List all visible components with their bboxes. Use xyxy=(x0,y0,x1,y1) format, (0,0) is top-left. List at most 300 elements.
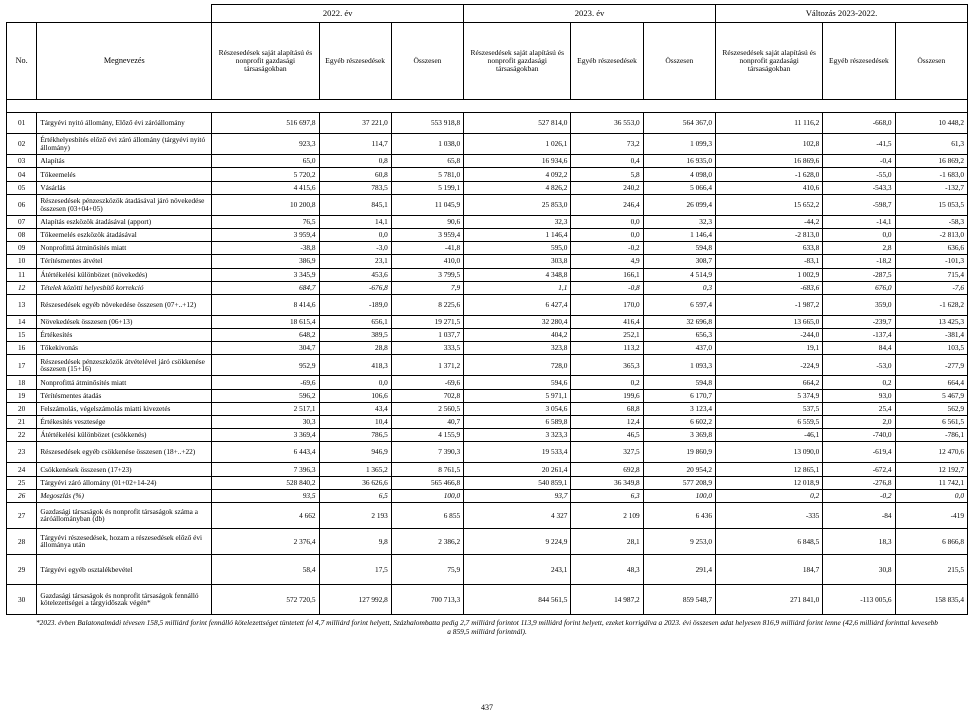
row-value: -101,3 xyxy=(895,255,967,268)
row-label: Gazdasági társaságok és nonprofit társaságok fennálló kötelezettségei a tárgyidőszak végén* xyxy=(37,584,212,614)
row-label: Tételek közötti helyesbítő korrekció xyxy=(37,281,212,294)
row-value: 594,8 xyxy=(643,376,715,389)
row-value: -335 xyxy=(716,502,823,528)
row-value: 416,4 xyxy=(571,315,643,328)
row-value: 648,2 xyxy=(212,329,319,342)
row-value: 0,0 xyxy=(319,376,391,389)
row-value: -276,8 xyxy=(823,476,895,489)
row-value: 12,4 xyxy=(571,416,643,429)
row-value: 26 099,4 xyxy=(643,194,715,215)
financial-table xyxy=(6,4,968,615)
row-value: -7,6 xyxy=(895,281,967,294)
row-number: 21 xyxy=(7,416,37,429)
row-value: 13 425,3 xyxy=(895,315,967,328)
row-value: 3 799,5 xyxy=(391,268,463,281)
row-label: Megoszlás (%) xyxy=(37,489,212,502)
row-value: 76,5 xyxy=(212,215,319,228)
row-value: 166,1 xyxy=(571,268,643,281)
row-value: 11 116,2 xyxy=(716,113,823,134)
row-value: 7,9 xyxy=(391,281,463,294)
row-value: 243,1 xyxy=(464,554,571,584)
row-value: 43,4 xyxy=(319,402,391,415)
row-number: 10 xyxy=(7,255,37,268)
row-value: 6 848,5 xyxy=(716,528,823,554)
row-value: 240,2 xyxy=(571,181,643,194)
row-value: 6 427,4 xyxy=(464,294,571,315)
row-value: 845,1 xyxy=(319,194,391,215)
row-value: 4,9 xyxy=(571,255,643,268)
table-row xyxy=(7,528,968,554)
row-value: 93,7 xyxy=(464,489,571,502)
row-value: 20 261,4 xyxy=(464,463,571,476)
row-label: Átértékelési különbözet (csökkenés) xyxy=(37,429,212,442)
year-group-2023: 2023. év xyxy=(464,5,716,23)
row-value: 564 367,0 xyxy=(643,113,715,134)
row-value: -84 xyxy=(823,502,895,528)
row-value: 4 662 xyxy=(212,502,319,528)
row-value: 100,0 xyxy=(643,489,715,502)
table-row xyxy=(7,268,968,281)
row-value: 3 323,3 xyxy=(464,429,571,442)
row-value: 32,3 xyxy=(643,215,715,228)
row-value: 6 170,7 xyxy=(643,389,715,402)
row-label: Tőkekivonás xyxy=(37,342,212,355)
row-number: 17 xyxy=(7,355,37,376)
row-value: 594,8 xyxy=(643,242,715,255)
row-label: Gazdasági társaságok és nonprofit társaságok száma a záróállományban (db) xyxy=(37,502,212,528)
row-label: Alapítás xyxy=(37,155,212,168)
row-value: 10 200,8 xyxy=(212,194,319,215)
row-value: 946,9 xyxy=(319,442,391,463)
row-value: 15 053,5 xyxy=(895,194,967,215)
row-value: 1 099,3 xyxy=(643,134,715,155)
row-value: 4 327 xyxy=(464,502,571,528)
column-header-row xyxy=(7,23,968,100)
row-value: -137,4 xyxy=(823,329,895,342)
row-number: 11 xyxy=(7,268,37,281)
row-value: 3 959,4 xyxy=(212,228,319,241)
row-value: 6,3 xyxy=(571,489,643,502)
table-row xyxy=(7,113,968,134)
row-value: -2 813,0 xyxy=(716,228,823,241)
row-value: 333,5 xyxy=(391,342,463,355)
row-value: 596,2 xyxy=(212,389,319,402)
row-label: Részesedések egyéb csökkenése összesen (18+..+22) xyxy=(37,442,212,463)
col-header-2023-other: Egyéb részesedések xyxy=(571,23,643,100)
row-value: 404,2 xyxy=(464,329,571,342)
row-value: 199,6 xyxy=(571,389,643,402)
row-value: 46,5 xyxy=(571,429,643,442)
col-header-change-total: Összesen xyxy=(895,23,967,100)
row-value: 715,4 xyxy=(895,268,967,281)
row-value: 114,7 xyxy=(319,134,391,155)
row-value: -69,6 xyxy=(212,376,319,389)
row-value: 7 390,3 xyxy=(391,442,463,463)
row-label: Felszámolás, végelszámolás miatti kivezetés xyxy=(37,402,212,415)
col-header-2022-own: Részesedések saját alapítású és nonprofit gazdasági társaságokban xyxy=(212,23,319,100)
row-value: 565 466,8 xyxy=(391,476,463,489)
row-value: 127 992,8 xyxy=(319,584,391,614)
row-value: 102,8 xyxy=(716,134,823,155)
row-value: 595,0 xyxy=(464,242,571,255)
table-row xyxy=(7,416,968,429)
row-value: 562,9 xyxy=(895,402,967,415)
row-value: -14,1 xyxy=(823,215,895,228)
row-value: 271 841,0 xyxy=(716,584,823,614)
row-value: 4 092,2 xyxy=(464,168,571,181)
row-value: 19 860,9 xyxy=(643,442,715,463)
row-number: 02 xyxy=(7,134,37,155)
row-number: 28 xyxy=(7,528,37,554)
row-value: -672,4 xyxy=(823,463,895,476)
row-number: 09 xyxy=(7,242,37,255)
row-label: Vásárlás xyxy=(37,181,212,194)
row-number: 20 xyxy=(7,402,37,415)
row-value: 14,1 xyxy=(319,215,391,228)
table-row xyxy=(7,329,968,342)
row-value: 633,8 xyxy=(716,242,823,255)
row-value: 3 369,8 xyxy=(643,429,715,442)
table-row xyxy=(7,554,968,584)
col-header-2023-total: Összesen xyxy=(643,23,715,100)
row-value: 6 443,4 xyxy=(212,442,319,463)
row-number: 19 xyxy=(7,389,37,402)
row-value: 5 374,9 xyxy=(716,389,823,402)
row-value: 252,1 xyxy=(571,329,643,342)
row-value: 23,1 xyxy=(319,255,391,268)
row-value: 577 208,9 xyxy=(643,476,715,489)
row-value: 60,8 xyxy=(319,168,391,181)
row-value: 58,4 xyxy=(212,554,319,584)
row-number: 04 xyxy=(7,168,37,181)
row-value: 32 280,4 xyxy=(464,315,571,328)
row-label: Térítésmentes átadás xyxy=(37,389,212,402)
row-value: -381,4 xyxy=(895,329,967,342)
row-value: 16 935,0 xyxy=(643,155,715,168)
row-value: 11 742,1 xyxy=(895,476,967,489)
row-value: 48,3 xyxy=(571,554,643,584)
table-row xyxy=(7,476,968,489)
row-label: Tárgyévi nyitó állomány, Előző évi záróállomány xyxy=(37,113,212,134)
row-value: 5,8 xyxy=(571,168,643,181)
row-value: 303,8 xyxy=(464,255,571,268)
row-value: 9,8 xyxy=(319,528,391,554)
row-value: 19 533,4 xyxy=(464,442,571,463)
row-value: 308,7 xyxy=(643,255,715,268)
row-value: 0,0 xyxy=(895,489,967,502)
row-label: Csökkenések összesen (17+23) xyxy=(37,463,212,476)
row-number: 29 xyxy=(7,554,37,584)
row-value: -0,2 xyxy=(823,489,895,502)
row-value: 594,6 xyxy=(464,376,571,389)
row-value: 3 345,9 xyxy=(212,268,319,281)
table-row xyxy=(7,215,968,228)
row-value: 113,2 xyxy=(571,342,643,355)
row-value: 15 652,2 xyxy=(716,194,823,215)
row-value: 16 869,2 xyxy=(895,155,967,168)
row-value: 786,5 xyxy=(319,429,391,442)
row-value: -132,7 xyxy=(895,181,967,194)
row-value: 2 193 xyxy=(319,502,391,528)
row-value: 215,5 xyxy=(895,554,967,584)
col-header-2022-total: Összesen xyxy=(391,23,463,100)
table-footnote: *2023. évben Balatonalmádi tévesen 158,5 milliárd forint fennálló kötelezettséget tüntetett fel 4,7 milliárd forint helyett, Százhalombatta pedig 2,7 milliárd forintot 113,9 milliárd forint helyett, ezeket korrigálva a 2023. évi összesen adat helyesen 816,9 milliárd forint lenne (42,6 milliárd forinttal kevesebb a 859,5 milliárd forintnál). xyxy=(35,617,938,637)
row-value: -0,2 xyxy=(571,242,643,255)
row-label: Értékesítés xyxy=(37,329,212,342)
row-number: 05 xyxy=(7,181,37,194)
row-value: 702,8 xyxy=(391,389,463,402)
row-value: 17,5 xyxy=(319,554,391,584)
row-value: 783,5 xyxy=(319,181,391,194)
col-header-name: Megnevezés xyxy=(37,23,212,100)
row-number: 30 xyxy=(7,584,37,614)
row-label: Tárgyévi záró állomány (01+02+14-24) xyxy=(37,476,212,489)
row-label: Átértékelési különbözet (növekedés) xyxy=(37,268,212,281)
table-row xyxy=(7,194,968,215)
table-row xyxy=(7,294,968,315)
row-value: 516 697,8 xyxy=(212,113,319,134)
row-label: Nonprofittá átminősítés miatt xyxy=(37,242,212,255)
row-value: -598,7 xyxy=(823,194,895,215)
row-value: 1 093,3 xyxy=(643,355,715,376)
row-value: 3 369,4 xyxy=(212,429,319,442)
row-value: 103,5 xyxy=(895,342,967,355)
row-value: 664,2 xyxy=(716,376,823,389)
row-value: -619,4 xyxy=(823,442,895,463)
row-value: 2,8 xyxy=(823,242,895,255)
row-value: -46,1 xyxy=(716,429,823,442)
table-row xyxy=(7,355,968,376)
row-value: 18 615,4 xyxy=(212,315,319,328)
row-value: 692,8 xyxy=(571,463,643,476)
row-value: 93,0 xyxy=(823,389,895,402)
row-value: 5 720,2 xyxy=(212,168,319,181)
row-value: -1 628,0 xyxy=(716,168,823,181)
table-row xyxy=(7,181,968,194)
row-value: 37 221,0 xyxy=(319,113,391,134)
row-value: 32,3 xyxy=(464,215,571,228)
row-value: 1 038,0 xyxy=(391,134,463,155)
row-value: 1 371,2 xyxy=(391,355,463,376)
row-value: -53,0 xyxy=(823,355,895,376)
row-value: 5 971,1 xyxy=(464,389,571,402)
row-value: 14 987,2 xyxy=(571,584,643,614)
row-value: 0,0 xyxy=(319,228,391,241)
row-value: -287,5 xyxy=(823,268,895,281)
row-value: -1 987,2 xyxy=(716,294,823,315)
row-value: 0,3 xyxy=(643,281,715,294)
table-row xyxy=(7,442,968,463)
row-value: -83,1 xyxy=(716,255,823,268)
row-value: 13 090,0 xyxy=(716,442,823,463)
row-value: 6,5 xyxy=(319,489,391,502)
row-value: 291,4 xyxy=(643,554,715,584)
row-label: Részesedések egyéb növekedése összesen (07+..+12) xyxy=(37,294,212,315)
year-group-change: Változás 2023-2022. xyxy=(716,5,968,23)
row-value: -740,0 xyxy=(823,429,895,442)
row-value: -2 813,0 xyxy=(895,228,967,241)
row-number: 12 xyxy=(7,281,37,294)
row-value: 2 560,5 xyxy=(391,402,463,415)
row-value: 1 365,2 xyxy=(319,463,391,476)
row-value: 1 026,1 xyxy=(464,134,571,155)
row-value: 0,2 xyxy=(571,376,643,389)
row-number: 26 xyxy=(7,489,37,502)
row-value: 4 514,9 xyxy=(643,268,715,281)
row-value: 1 146,4 xyxy=(464,228,571,241)
row-value: 0,8 xyxy=(319,155,391,168)
row-number: 23 xyxy=(7,442,37,463)
row-label: Részesedések pénzeszközök átadásával járó növekedése összesen (03+04+05) xyxy=(37,194,212,215)
row-label: Térítésmentes átvétel xyxy=(37,255,212,268)
row-value: 572 720,5 xyxy=(212,584,319,614)
table-spacer-cell xyxy=(7,100,968,113)
row-label: Tárgyévi részesedések, hozam a részesedések előző évi állománya után xyxy=(37,528,212,554)
row-label: Tárgyévi egyéb osztalékbevétel xyxy=(37,554,212,584)
table-row xyxy=(7,242,968,255)
row-value: 10 448,2 xyxy=(895,113,967,134)
row-number: 08 xyxy=(7,228,37,241)
row-value: -69,6 xyxy=(391,376,463,389)
header-corner-left xyxy=(7,5,37,23)
row-number: 03 xyxy=(7,155,37,168)
table-row xyxy=(7,502,968,528)
row-value: -189,0 xyxy=(319,294,391,315)
row-value: 0,0 xyxy=(571,228,643,241)
row-value: 5 199,1 xyxy=(391,181,463,194)
row-number: 14 xyxy=(7,315,37,328)
row-value: 327,5 xyxy=(571,442,643,463)
row-value: 4 155,9 xyxy=(391,429,463,442)
row-value: 2,0 xyxy=(823,416,895,429)
row-label: Tőkeemelés xyxy=(37,168,212,181)
table-row xyxy=(7,584,968,614)
row-value: 28,8 xyxy=(319,342,391,355)
row-value: 184,7 xyxy=(716,554,823,584)
row-value: 684,7 xyxy=(212,281,319,294)
row-value: 36 349,8 xyxy=(571,476,643,489)
row-value: 6 436 xyxy=(643,502,715,528)
row-value: 1 146,4 xyxy=(643,228,715,241)
row-value: -668,0 xyxy=(823,113,895,134)
row-value: 304,7 xyxy=(212,342,319,355)
row-value: 664,4 xyxy=(895,376,967,389)
row-value: 7 396,3 xyxy=(212,463,319,476)
row-value: 410,0 xyxy=(391,255,463,268)
row-label: Részesedések pénzeszközök átvételével járó csökkenése összesen (15+16) xyxy=(37,355,212,376)
row-value: 12 192,7 xyxy=(895,463,967,476)
row-value: 553 918,8 xyxy=(391,113,463,134)
row-value: 2 376,4 xyxy=(212,528,319,554)
row-value: 437,0 xyxy=(643,342,715,355)
row-value: 6 559,5 xyxy=(716,416,823,429)
row-value: 18,3 xyxy=(823,528,895,554)
row-value: 19 271,5 xyxy=(391,315,463,328)
row-value: 5 467,9 xyxy=(895,389,967,402)
row-value: 19,1 xyxy=(716,342,823,355)
row-value: 2 109 xyxy=(571,502,643,528)
row-value: 246,4 xyxy=(571,194,643,215)
row-value: 28,1 xyxy=(571,528,643,554)
table-row xyxy=(7,228,968,241)
row-value: 527 814,0 xyxy=(464,113,571,134)
row-value: -41,5 xyxy=(823,134,895,155)
row-value: 636,6 xyxy=(895,242,967,255)
row-value: 93,5 xyxy=(212,489,319,502)
table-row xyxy=(7,168,968,181)
table-header xyxy=(7,5,968,100)
row-number: 25 xyxy=(7,476,37,489)
row-value: -543,3 xyxy=(823,181,895,194)
row-value: 16 934,6 xyxy=(464,155,571,168)
row-value: 13 665,0 xyxy=(716,315,823,328)
row-label: Értékesítés vesztesége xyxy=(37,416,212,429)
row-value: -113 005,6 xyxy=(823,584,895,614)
row-number: 22 xyxy=(7,429,37,442)
row-value: 4 826,2 xyxy=(464,181,571,194)
row-value: 30,3 xyxy=(212,416,319,429)
row-value: 728,0 xyxy=(464,355,571,376)
row-value: 90,6 xyxy=(391,215,463,228)
row-value: 84,4 xyxy=(823,342,895,355)
row-value: -38,8 xyxy=(212,242,319,255)
row-value: 386,9 xyxy=(212,255,319,268)
row-value: 0,2 xyxy=(716,489,823,502)
row-value: 10,4 xyxy=(319,416,391,429)
row-value: 844 561,5 xyxy=(464,584,571,614)
row-value: 389,5 xyxy=(319,329,391,342)
row-value: 11 045,9 xyxy=(391,194,463,215)
row-value: 5 781,0 xyxy=(391,168,463,181)
row-value: 365,3 xyxy=(571,355,643,376)
row-number: 24 xyxy=(7,463,37,476)
row-value: 32 696,8 xyxy=(643,315,715,328)
row-number: 13 xyxy=(7,294,37,315)
row-value: -224,9 xyxy=(716,355,823,376)
row-value: 656,1 xyxy=(319,315,391,328)
col-header-change-other: Egyéb részesedések xyxy=(823,23,895,100)
row-value: -58,3 xyxy=(895,215,967,228)
table-row xyxy=(7,155,968,168)
row-value: 6 561,5 xyxy=(895,416,967,429)
row-value: 40,7 xyxy=(391,416,463,429)
row-value: 453,6 xyxy=(319,268,391,281)
row-value: 12 018,9 xyxy=(716,476,823,489)
row-value: 65,8 xyxy=(391,155,463,168)
row-value: 4 348,8 xyxy=(464,268,571,281)
table-row xyxy=(7,342,968,355)
row-value: 3 054,6 xyxy=(464,402,571,415)
table-row xyxy=(7,489,968,502)
row-value: -676,8 xyxy=(319,281,391,294)
page-number: 437 xyxy=(481,703,493,712)
row-value: 1 002,9 xyxy=(716,268,823,281)
row-label: Nonprofittá átminősítés miatt xyxy=(37,376,212,389)
row-value: 676,0 xyxy=(823,281,895,294)
row-value: 9 253,0 xyxy=(643,528,715,554)
year-group-2022: 2022. év xyxy=(212,5,464,23)
row-value: 418,3 xyxy=(319,355,391,376)
row-number: 15 xyxy=(7,329,37,342)
row-value: 36 553,0 xyxy=(571,113,643,134)
row-value: -419 xyxy=(895,502,967,528)
row-value: 0,0 xyxy=(823,228,895,241)
row-value: 5 066,4 xyxy=(643,181,715,194)
row-value: -18,2 xyxy=(823,255,895,268)
col-header-2023-own: Részesedések saját alapítású és nonprofit gazdasági társaságokban xyxy=(464,23,571,100)
row-value: 25,4 xyxy=(823,402,895,415)
row-value: 68,8 xyxy=(571,402,643,415)
